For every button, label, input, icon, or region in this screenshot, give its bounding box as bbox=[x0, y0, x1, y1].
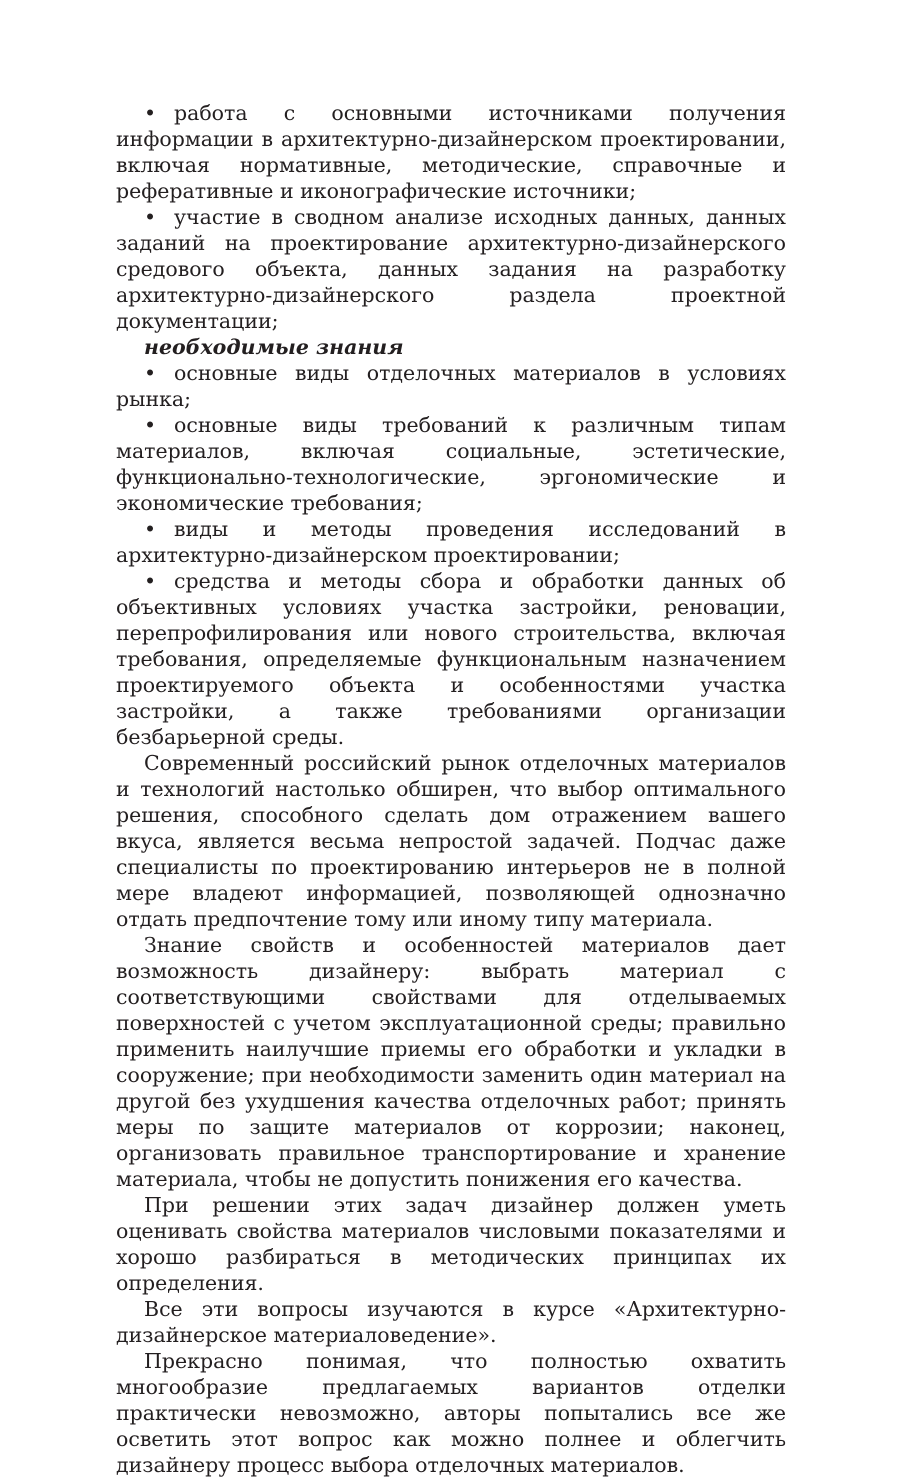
bullet-item bbox=[116, 568, 786, 750]
bullet-icon: • bbox=[144, 517, 157, 541]
bullet-item bbox=[116, 204, 786, 334]
section-label: необходимые знания bbox=[144, 335, 404, 359]
page-body bbox=[116, 100, 786, 1478]
bullet-icon: • bbox=[144, 205, 157, 229]
bullet-text: работа с основными источниками получения информации в архитектурно-дизайнерском проектировании, включая нормативные, методические, справочные и реферативные и иконографические источники; bbox=[116, 101, 786, 203]
paragraph: Прекрасно понимая, что полностью охватить многообразие предлагаемых вариантов отделки практически невозможно, авторы попытались все же осветить этот вопрос как можно полнее и облегчить дизайнеру процесс выбора отделочных материалов. bbox=[116, 1349, 786, 1477]
bullet-text: основные виды отделочных материалов в условиях рынка; bbox=[116, 361, 786, 411]
bullet-icon: • bbox=[144, 569, 157, 593]
bullet-icon: • bbox=[144, 361, 157, 385]
bullet-text: основные виды требований к различным типам материалов, включая социальные, эстетические, функционально-технологические, эргономические и экономические требования; bbox=[116, 413, 786, 515]
bullet-item bbox=[116, 516, 786, 568]
bullet-text: участие в сводном анализе исходных данных, данных заданий на проектирование архитектурно-дизайнерского средового объекта, данных задания на разработку архитектурно-дизайнерского раздела проектной документации; bbox=[116, 205, 786, 333]
bullet-text: средства и методы сбора и обработки данных об объективных условиях участка застройки, реновации, перепрофилирования или нового строительства, включая требования, определяемые функциональным назначением проектируемого объекта и особенностями участка застройки, а также требованиями организации безбарьерной среды. bbox=[116, 569, 786, 749]
bullet-item bbox=[116, 100, 786, 204]
bullet-icon: • bbox=[144, 413, 157, 437]
paragraph: Все эти вопросы изучаются в курсе «Архитектурно-дизайнерское материаловедение». bbox=[116, 1297, 786, 1347]
bullet-icon: • bbox=[144, 101, 157, 125]
paragraph: Современный российский рынок отделочных материалов и технологий настолько обширен, что выбор оптимального решения, способного сделать дом отражением вашего вкуса, является весьма непростой задачей. Подчас даже специалисты по проектированию интерьеров не в полной мере владеют информацией, позволяющей однозначно отдать предпочтение тому или иному типу материала. bbox=[116, 751, 786, 931]
paragraph: При решении этих задач дизайнер должен уметь оценивать свойства материалов числовыми показателями и хорошо разбираться в методических принципах их определения. bbox=[116, 1193, 786, 1295]
paragraph: Знание свойств и особенностей материалов дает возможность дизайнеру: выбрать материал с соответствующими свойствами для отделываемых поверхностей с учетом эксплуатационной среды; правильно применить наилучшие приемы его обработки и укладки в сооружение; при необходимости заменить один материал на другой без ухудшения качества отделочных работ; принять меры по защите материалов от коррозии; наконец, организовать правильное транспортирование и хранение материала, чтобы не допустить понижения его качества. bbox=[116, 933, 786, 1191]
bullet-item bbox=[116, 360, 786, 412]
bullet-item bbox=[116, 412, 786, 516]
bullet-text: виды и методы проведения исследований в архитектурно-дизайнерском проектировании; bbox=[116, 517, 786, 567]
